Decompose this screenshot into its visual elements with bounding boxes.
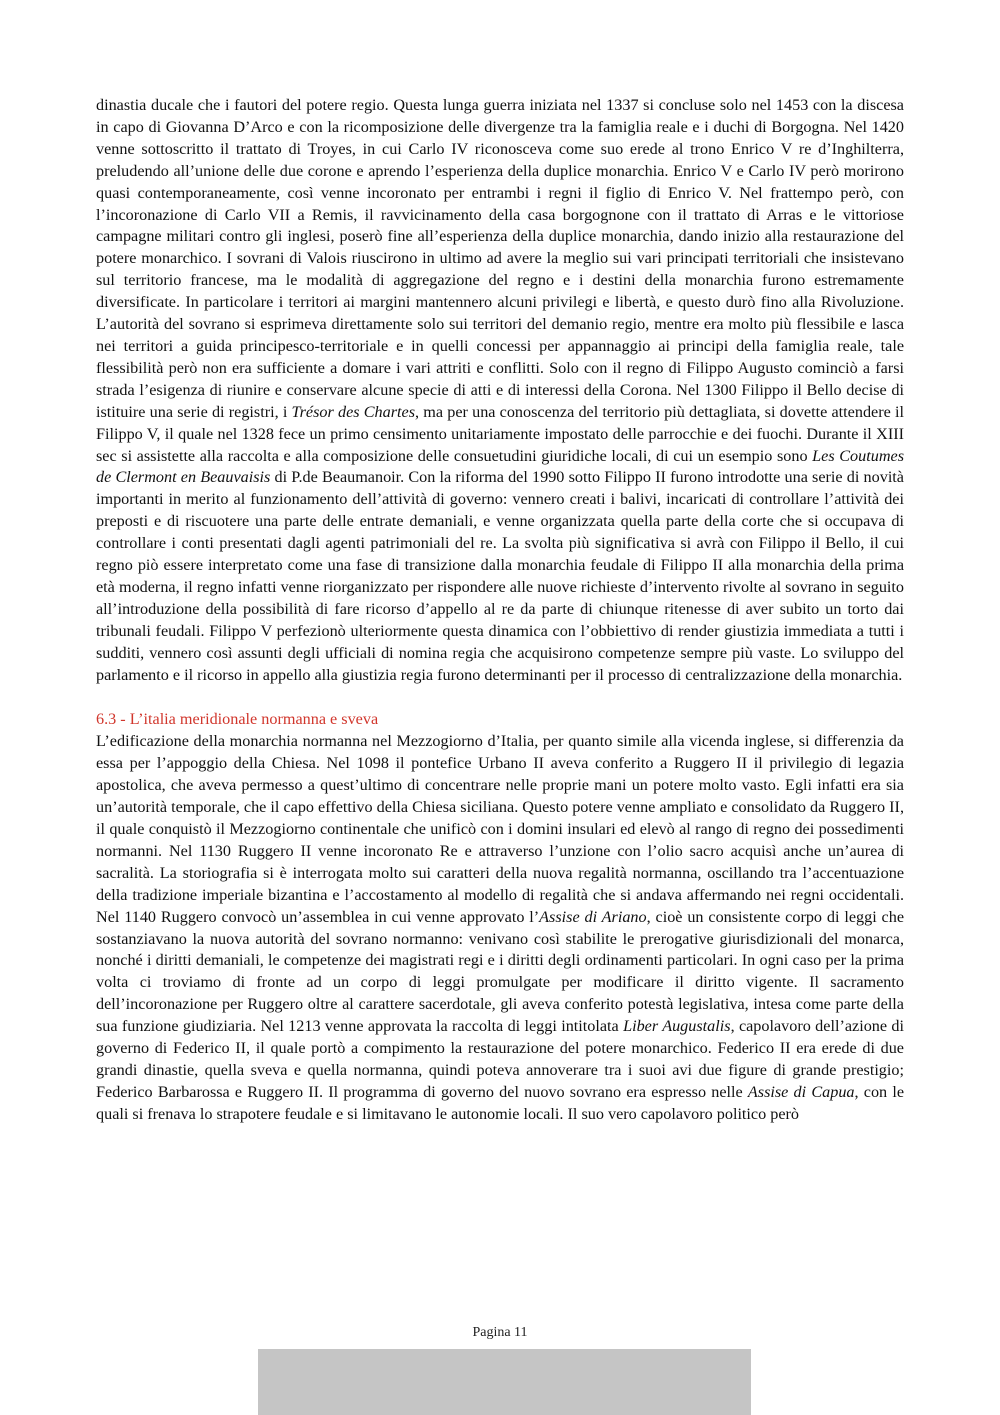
paragraph-text: , capolavoro dell’azione di governo di Federico II, il quale portò a compimento la restaurazione del potere monarchico. Federico II era erede di due grandi dinastie, quella sveva e quella normanna, quindi poteva annoverare tra i suoi avi due figure di grande prestigio; Federico Barbarossa e Ruggero II. Il programma di governo del nuovo sovrano era espresso nelle: [96, 1017, 905, 1101]
document-page: [96, 95, 904, 1126]
footer-bar: [258, 1349, 751, 1415]
italic-title-assise-di-capua: Assise di Capua: [747, 1082, 855, 1101]
page-number: Pagina 11: [472, 1325, 528, 1340]
italic-title-coutumes-de-clermont: Les Coutumes de Clermont en Beauvaisis: [96, 446, 904, 487]
paragraph-text: , cioè un consistente corpo di leggi che sostanziavano la nuova autorità del sovrano normanno: venivano così stabilite le prerogative giurisdizionali del monarca, nonché i diritti demaniali, le competenze dei magistrati regi e i diritti degli ordinamenti particolari. In ogni caso per la prima volta ci troviamo di fronte ad un corpo di leggi promulgate per modificare il diritto vigente. Il sacramento dell’incoronazione per Ruggero oltre al carattere sacerdotale, gli aveva conferito potestà legislativa, intesa come parte della sua funzione giudiziaria. Nel 1213 venne approvata la raccolta di leggi intitolata: [96, 907, 905, 1036]
paragraph-text: L’edificazione della monarchia normanna nel Mezzogiorno d’Italia, per quanto simile alla vicenda inglese, si differenzia da essa per l’appoggio della Chiesa. Nel 1098 il pontefice Urbano II aveva conferito a Ruggero II il privilegio di legazia apostolica, che aveva permesso a quest’ultimo di concentrare nelle proprie mani un potere molto vasto. Egli infatti era sia un’autorità temporale, che il capo effettivo della Chiesa siciliana. Questo potere venne ampliato e consolidato da Ruggero II, il quale conquistò il Mezzogiorno continentale che unificò con i domini insulari ed elevò al rango di regno dei possedimenti normanni. Nel 1130 Ruggero II venne incoronato Re e attraverso l’unzione con l’olio sacro acquisì anche un’aurea di sacralità. La storiografia si è interrogata molto sui caratteri della nuova regalità normanna, oscillando tra l’accentuazione della tradizione imperiale bizantina e l’accostamento al modello di regalità che si andava affermando nei regni occidentali. Nel 1140 Ruggero convocò un’assemblea in cui venne approvato l’: [96, 732, 904, 926]
body-paragraph-france: [96, 95, 904, 686]
italic-title-assise-di-ariano: Assise di Ariano: [539, 907, 647, 926]
paragraph-text: , ma per una conoscenza del territorio più dettagliata, si dovette attendere il Filippo V, il quale nel 1328 fece un primo censimento unitariamente impostato delle parrocchie e dei fuochi. Durante il XIII sec si assistette alla raccolta e alla composizione delle consuetudini giuridiche locali, di cui un esempio sono: [96, 402, 904, 465]
italic-title-tresor-des-chartes: Trésor des Chartes: [291, 402, 416, 421]
paragraph-text: dinastia ducale che i fautori del potere regio. Questa lunga guerra iniziata nel 1337 si concluse solo nel 1453 con la discesa in capo di Giovanna D’Arco e con la ricomposizione delle divergenze tra la famiglia reale e i duchi di Borgogna. Nel 1420 venne sottoscritto il trattato di Troyes, in cui Carlo IV riconosceva come suo erede al trono Enrico V re d’Inghilterra, preludendo all’unione delle due corone e aprendo l’esperienza della duplice monarchia. Enrico V e Carlo IV però morirono quasi contemporaneamente, così venne incoronato per entrambi i regni il figlio di Enrico V. Nel frattempo però, con l’incoronazione di Carlo VII a Remis, il ravvicinamento della casa borgognone con il trattato di Arras e le vittoriose campagne militari contro gli inglesi, poserò fine all’esperienza della duplice monarchia, dando inizio alla restaurazione del potere monarchico. I sovrani di Valois riuscirono in ultimo ad avere la meglio sui vari principati territoriali che insistevano sul territorio francese, ma le modalità di aggregazione del regno e i destini della monarchia furono estremamente diversificate. In particolare i territori ai margini mantennero alcuni privilegi e libertà, e questo durò fino alla Rivoluzione. L’autorità del sovrano si esprimeva direttamente solo sui territori del demanio regio, mentre era molto più flessibile e lasca nei territori a guida principesco-territoriale e in quelli concessi per appannaggio ai principi della famiglia reale, tale flessibilità però non era sufficiente a domare i vari attriti e conflitti. Solo con il regno di Filippo Augusto cominciò a farsi strada l’esigenza di riunire e conservare alcune specie di atti e di interessi della Corona. Nel 1300 Filippo il Bello decise di istituire una serie di registri, i: [96, 96, 904, 421]
section-heading: 6.3 - L’italia meridionale normanna e sveva: [96, 710, 379, 729]
paragraph-text: , con le quali si frenava lo strapotere feudale e si limitavano le autonomie locali. Il suo vero capolavoro politico però: [96, 1082, 905, 1123]
italic-title-liber-augustalis: Liber Augustalis: [623, 1017, 731, 1036]
paragraph-text: di P.de Beaumanoir. Con la riforma del 1990 sotto Filippo II furono introdotte una serie di novità importanti in merito al funzionamento dell’attività di governo: vennero creati i balivi, incaricati di controllare l’attività dei preposti e di riscuotere una parte delle entrate demaniali, e venne organizzata quella parte della corte che si occupava di controllare i conti presentati dagli agenti patrimoniali del re. La svolta più significativa si avrà con Filippo il Bello, il cui regno piò essere interpretato come una fase di transizione dalla monarchia feudale di Filippo II alla monarchia della prima età moderna, il regno infatti venne riorganizzato per rispondere alle nuove richieste d’intervento rivolte al sovrano in seguito all’introduzione della possibilità di fare ricorso d’appello al re da parte di chiunque ritenesse di aver subito un torto dai tribunali feudali. Filippo V perfezionò ulteriormente questa dinamica con l’obbiettivo di render giustizia immediata a tutti i sudditi, vennero così assunti degli ufficiali di nomina regia che acquisirono competenze sempre più vaste. Lo sviluppo del parlamento e il ricorso in appello alla giustizia regia furono determinanti per il processo di centralizzazione della monarchia.: [96, 468, 904, 684]
body-paragraph-italia-meridionale: [96, 731, 904, 1125]
